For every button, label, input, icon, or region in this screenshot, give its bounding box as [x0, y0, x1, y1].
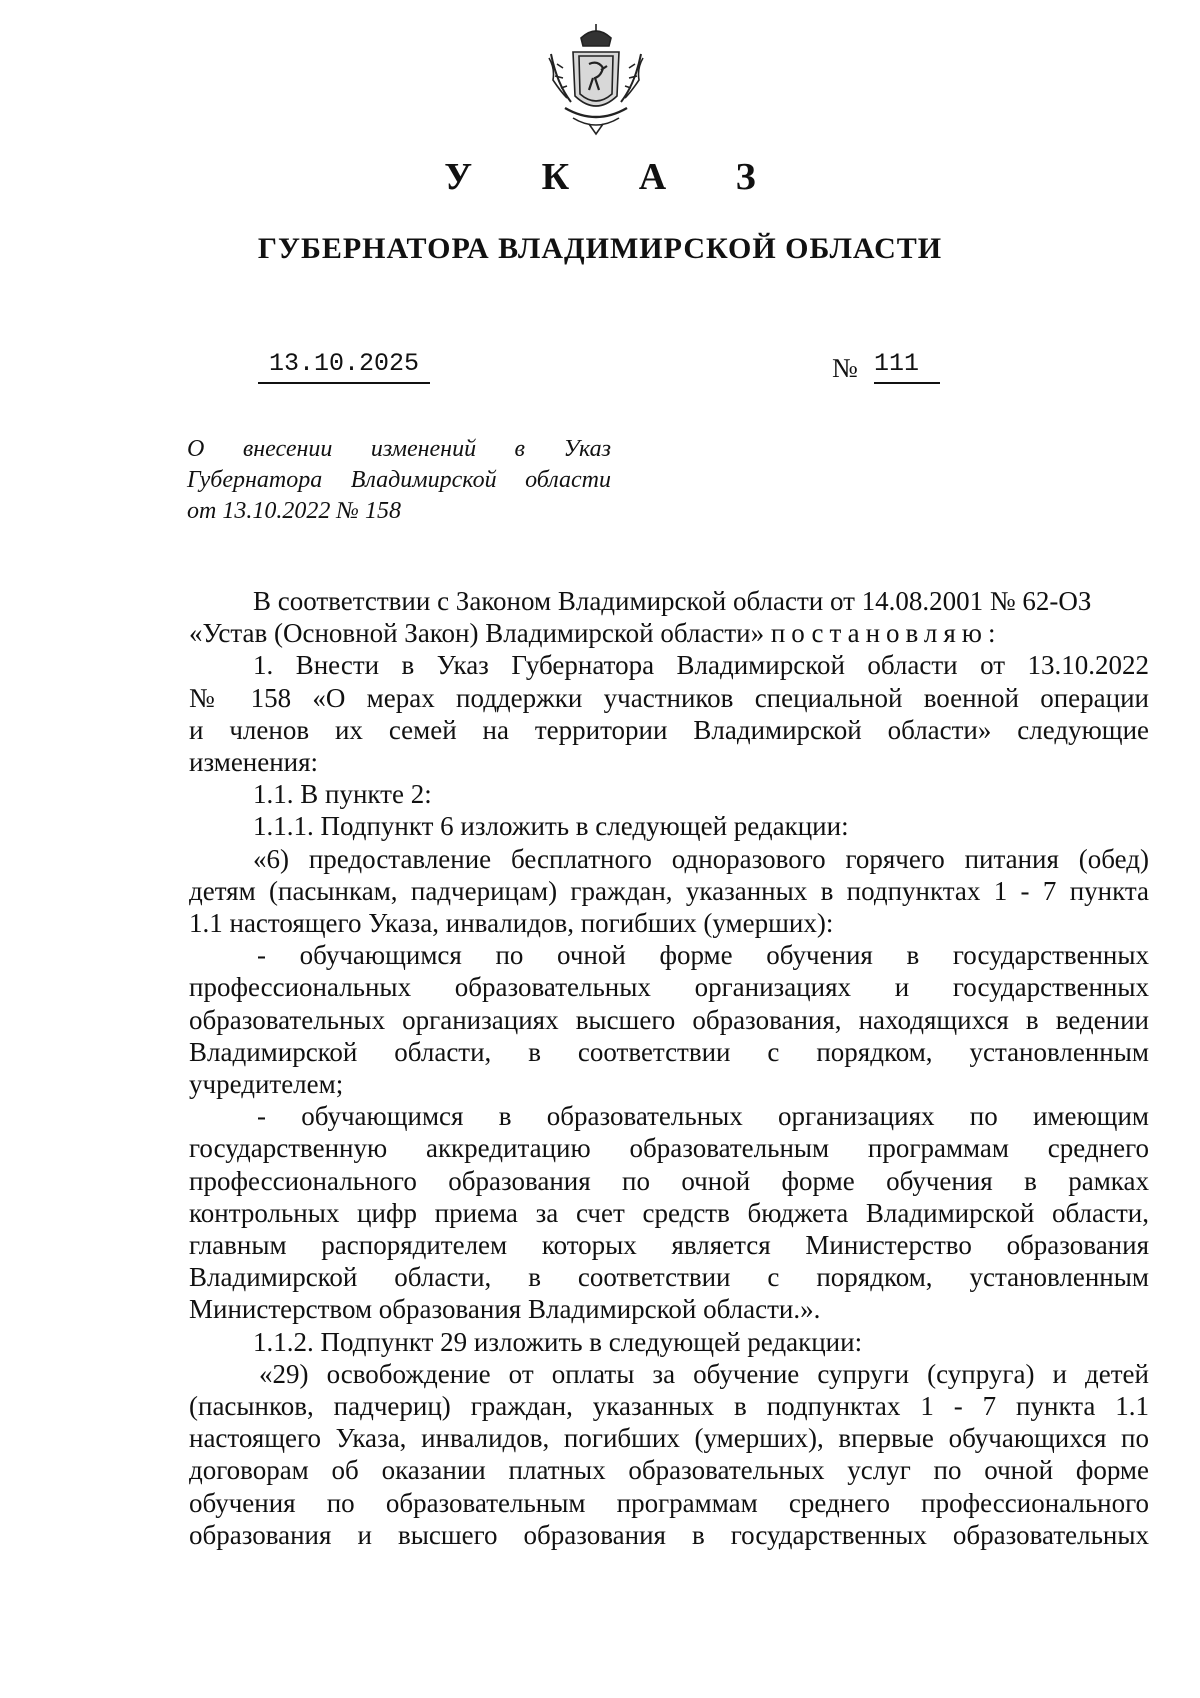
text-line: детям (пасынкам, падчерицам) граждан, указанных в подпунктах 1 - 7 пункта [189, 875, 1149, 906]
text-line: обучения по образовательным программам среднего профессионального [189, 1487, 1149, 1518]
number-label: № [832, 353, 858, 383]
text-line [189, 617, 1149, 649]
text-line: № 158 «О мерах поддержки участников специальной военной операции [189, 682, 1149, 713]
text-line: профессионального образования по очной форме обучения в рамках [189, 1165, 1149, 1196]
subject-line: от 13.10.2022 № 158 [187, 498, 401, 524]
text-line: изменения: [189, 747, 319, 778]
text-line: - обучающимся по очной форме обучения в государственных [257, 940, 1149, 971]
subject-line: Губернатора Владимирской области [187, 467, 611, 493]
text-line: «6) предоставление бесплатного одноразового горячего питания (обед) [253, 843, 1149, 874]
text-line: настоящего Указа, инвалидов, погибших (умерших), впервые обучающихся по [189, 1423, 1149, 1454]
text-line: В соответствии с Законом Владимирской области от 14.08.2001 № 62-ОЗ [253, 586, 1092, 616]
text-line: образовательных организациях высшего образования, находящихся в ведении [189, 1004, 1149, 1035]
text-line: учредителем; [189, 1069, 344, 1100]
text-line: Министерством образования Владимирской области.». [189, 1294, 821, 1325]
subject-line: О внесении изменений в Указ [187, 436, 611, 462]
text-line: профессиональных образовательных организациях и государственных [189, 972, 1149, 1003]
text-line: образования и высшего образования в государственных образовательных [189, 1519, 1149, 1550]
decree-date: 13.10.2025 [258, 346, 430, 384]
text-line: 1.1.1. Подпункт 6 изложить в следующей редакции: [253, 811, 849, 842]
text-line: и членов их семей на территории Владимирской области» следующие [189, 714, 1149, 745]
text-line: 1. Внести в Указ Губернатора Владимирской области от 13.10.2022 [253, 650, 1149, 681]
text-line: - обучающимся в образовательных организациях по имеющим [257, 1101, 1149, 1132]
coat-of-arms-emblem [543, 24, 649, 136]
decree-subject [187, 434, 611, 527]
decree-number: 111 [874, 346, 940, 384]
issuer-heading: ГУБЕРНАТОРА ВЛАДИМИРСКОЙ ОБЛАСТИ [257, 232, 943, 265]
text-line: договорам об оказании платных образовательных услуг по очной форме [189, 1455, 1149, 1486]
text-line: (пасынков, падчериц) граждан, указанных в подпунктах 1 - 7 пункта 1.1 [189, 1391, 1149, 1422]
text-line: «29) освобождение от оплаты за обучение супруги (супруга) и детей [259, 1358, 1149, 1389]
document-title: У К А З [444, 156, 786, 198]
text-line: Владимирской области, в соответствии с порядком, установленным [189, 1262, 1149, 1293]
text-line: Владимирской области, в соответствии с порядком, установленным [189, 1036, 1149, 1067]
text-line: 1.1. В пункте 2: [253, 779, 432, 810]
text-line: главным распорядителем которых является Министерство образования [189, 1230, 1149, 1261]
text-line: 1.1.2. Подпункт 29 изложить в следующей редакции: [253, 1326, 863, 1357]
text-line: государственную аккредитацию образовательным программам среднего [189, 1133, 1149, 1164]
text-line: контрольных цифр приема за счет средств бюджета Владимирской области, [189, 1197, 1149, 1228]
text-line: 1.1 настоящего Указа, инвалидов, погибших (умерших): [189, 908, 834, 939]
text-fragment: «Устав (Основной Закон) Владимирской области» [189, 618, 765, 649]
resolution-word: постановляю: [770, 618, 1002, 649]
decree-body [189, 585, 1149, 1551]
